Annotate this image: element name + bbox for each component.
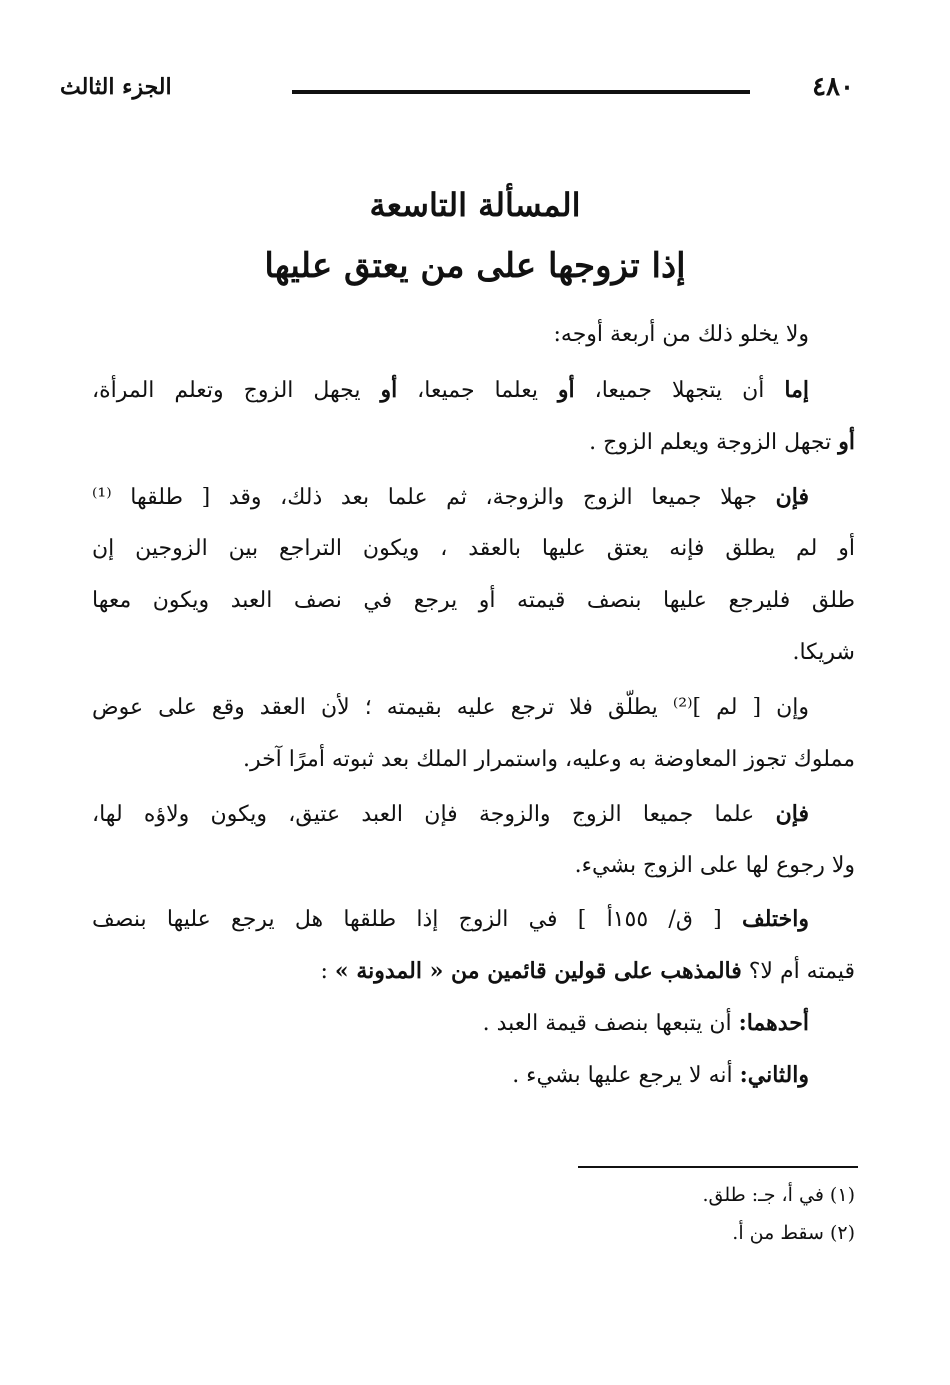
text-line: طلق فليرجع عليها بنصف قيمته أو يرجع في نصف العبد ويكون معها <box>92 588 855 613</box>
paragraph-disagreement <box>92 893 855 1101</box>
paragraph-cases <box>92 364 855 468</box>
text-line: قيمته أم لا؟ فالمذهب على قولين قائمين من « المدونة » : <box>320 958 855 984</box>
text-line: فإن جهلا جميعا الزوج والزوجة، ثم علما بعد ذلك، وقد [ طلقها ⁽¹⁾ <box>92 484 809 510</box>
text-line: والثاني: أنه لا يرجع عليها بشيء . <box>512 1062 809 1088</box>
footnote-1: (١) في أ، جـ: طلق. <box>702 1184 855 1206</box>
running-title: الجزء الثالث <box>60 74 172 100</box>
text-line: ولا رجوع لها على الزوج بشيء. <box>574 853 855 878</box>
text-line: أو لم يطلق فإنه يعتق عليها بالعقد ، ويكون التراجع بين الزوجين إن <box>92 536 855 561</box>
text-line: إما أن يتجهلا جميعا، أو يعلما جميعا، أو يجهل الزوج وتعلم المرأة، <box>92 377 809 403</box>
paragraph-intro <box>92 309 855 361</box>
section-title: المسألة التاسعة <box>369 186 581 224</box>
text-line: أحدهما: أن يتبعها بنصف قيمة العبد . <box>482 1010 809 1036</box>
text-line: وإن [ لم ]⁽²⁾ يطلّق فلا ترجع عليه بقيمته ؛ لأن العقد وقع على عوض <box>92 695 809 720</box>
section-subtitle: إذا تزوجها على من يعتق عليها <box>264 246 686 286</box>
text-line: واختلف [ ق/ ١٥٥أ ] في الزوج إذا طلقها هل يرجع عليها بنصف <box>92 906 809 932</box>
paragraph-case-1b <box>92 682 855 786</box>
text-line: فإن علما جميعا الزوج والزوجة فإن العبد عتيق، ويكون ولاؤه لها، <box>92 801 809 827</box>
page-number: ٤٨٠ <box>812 72 854 102</box>
text-line: ولا يخلو ذلك من أربعة أوجه: <box>553 322 809 347</box>
footnote-2: (٢) سقط من أ. <box>732 1222 855 1244</box>
running-header <box>60 72 854 112</box>
paragraph-case-2 <box>92 788 855 892</box>
paragraph-case-1 <box>92 471 855 679</box>
text-line: أو تجهل الزوجة ويعلم الزوج . <box>589 429 855 455</box>
footnote-rule <box>578 1166 858 1168</box>
text-line: مملوك تجوز المعاوضة به وعليه، واستمرار الملك بعد ثبوته أمرًا آخر. <box>242 747 855 772</box>
text-line: شريكا. <box>792 640 855 665</box>
header-rule <box>292 90 750 94</box>
